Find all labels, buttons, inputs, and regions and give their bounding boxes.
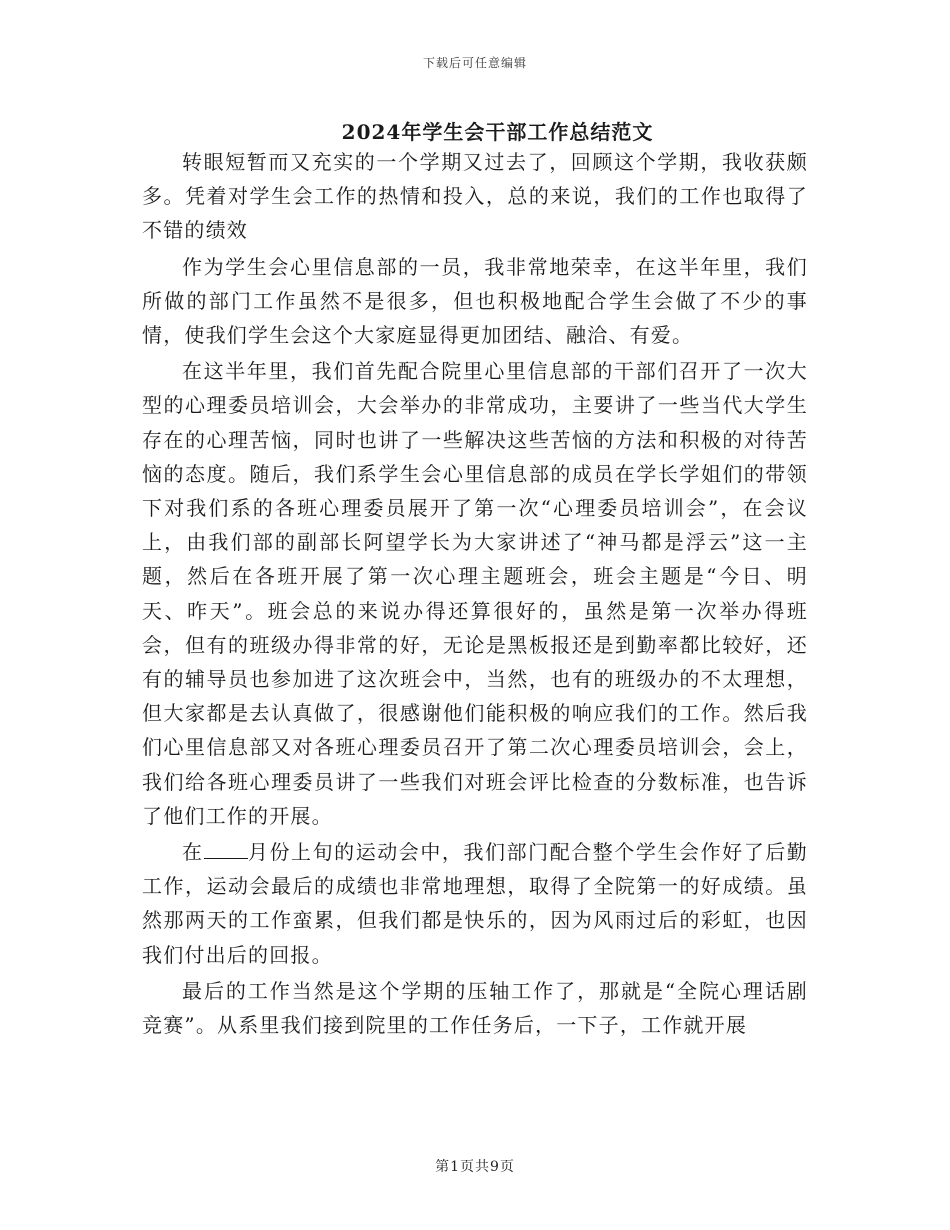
paragraph-drama-competition: 最后的工作当然是这个学期的压轴工作了，那就是“全院心理话剧竞赛”。从系里我们接到院里的工作任务后，一下子，工作就开展	[142, 978, 808, 1038]
paragraph-training: 在这半年里，我们首先配合院里心里信息部的干部们召开了一次大型的心理委员培训会，大会举办的非常成功，主要讲了一些当代大学生存在的心理苦恼，同时也讲了一些解决这些苦恼的方法和积极的对待苦恼的态度。随后，我们系学生会心里信息部的成员在学长学姐们的带领下对我们系的各班心理委员展开了第一次“心理委员培训会”，在会议上，由我们部的副部长阿望学长为大家讲述了“神马都是浮云”这一主题，然后在各班开展了第一次心理主题班会，班会主题是“今日、明天、昨天”。班会总的来说办得还算很好的，虽然是第一次举办得班会，但有的班级办得非常的好，无论是黑板报还是到勤率都比较好，还有的辅导员也参加进了这次班会中，当然，也有的班级办的不太理想，但大家都是去认真做了，很感谢他们能积极的响应我们的工作。然后我们心里信息部又对各班心理委员召开了第二次心理委员培训会，会上，我们给各班心理委员讲了一些我们对班会评比检查的分数标准，也告诉了他们工作的开展。	[142, 359, 808, 828]
paragraph-department: 作为学生会心里信息部的一员，我非常地荣幸，在这半年里，我们所做的部门工作虽然不是很多，但也积极地配合学生会做了不少的事情，使我们学生会这个大家庭显得更加团结、融洽、有爱。	[142, 254, 808, 348]
page-number: 第1页共9页	[435, 1159, 515, 1175]
sports-text-after: 月份上旬的运动会中，我们部门配合整个学生会作好了后勤工作，运动会最后的成绩也非常地理想，取得了全院第一的好成绩。虽然那两天的工作蛮累，但我们都是快乐的，因为风雨过后的彩虹，也因我们付出后的回报。	[142, 840, 809, 967]
sports-text-before: 在	[182, 840, 204, 865]
month-blank-line	[204, 840, 248, 859]
paragraph-intro: 转眼短暂而又充实的一个学期又过去了，回顾这个学期，我收获颇多。凭着对学生会工作的热情和投入，总的来说，我们的工作也取得了不错的绩效	[142, 150, 808, 243]
document-body	[142, 145, 808, 1042]
paragraph-sports-meeting	[142, 835, 808, 972]
header-note: 下载后可任意编辑	[422, 56, 527, 70]
document-title: 2024年学生会干部工作总结范文	[341, 120, 654, 144]
